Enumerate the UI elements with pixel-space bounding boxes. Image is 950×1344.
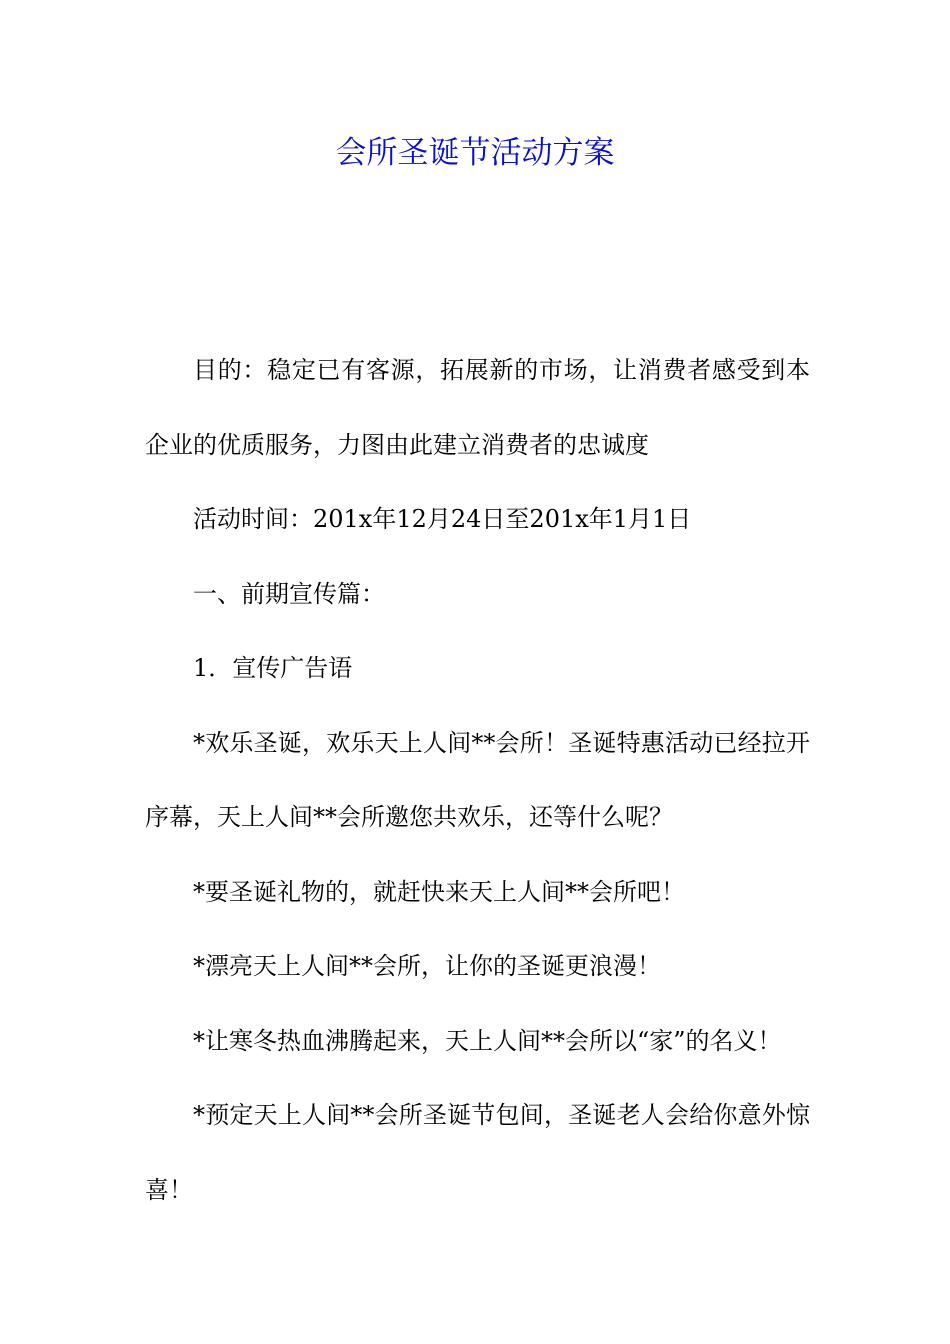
document-title: 会所圣诞节活动方案	[335, 135, 615, 171]
paragraph-event-time: 活动时间：201x年12月24日至201x年1月1日	[193, 505, 692, 533]
document-body	[145, 333, 810, 1227]
slogan-item: *预定天上人间**会所圣诞节包间，圣诞老人会给你意外惊喜！	[145, 1101, 810, 1204]
slogan-item: *欢乐圣诞，欢乐天上人间**会所！圣诞特惠活动已经拉开序幕，天上人间**会所邀您共欢乐，还等什么呢？	[145, 728, 810, 831]
slogan-item: *要圣诞礼物的，就赶快来天上人间**会所吧！	[193, 877, 685, 906]
paragraph-purpose: 目的：稳定已有客源，拓展新的市场，让消费者感受到本企业的优质服务，力图由此建立消费者的忠诚度	[145, 356, 810, 459]
slogan-item: *漂亮天上人间**会所，让你的圣诞更浪漫！	[193, 952, 661, 980]
section-heading-promotion: 一、前期宣传篇：	[193, 579, 385, 608]
subsection-heading-slogans: 1．宣传广告语	[193, 654, 353, 682]
slogan-item: *让寒冬热血沸腾起来，天上人间**会所以“家”的名义！	[193, 1026, 782, 1055]
